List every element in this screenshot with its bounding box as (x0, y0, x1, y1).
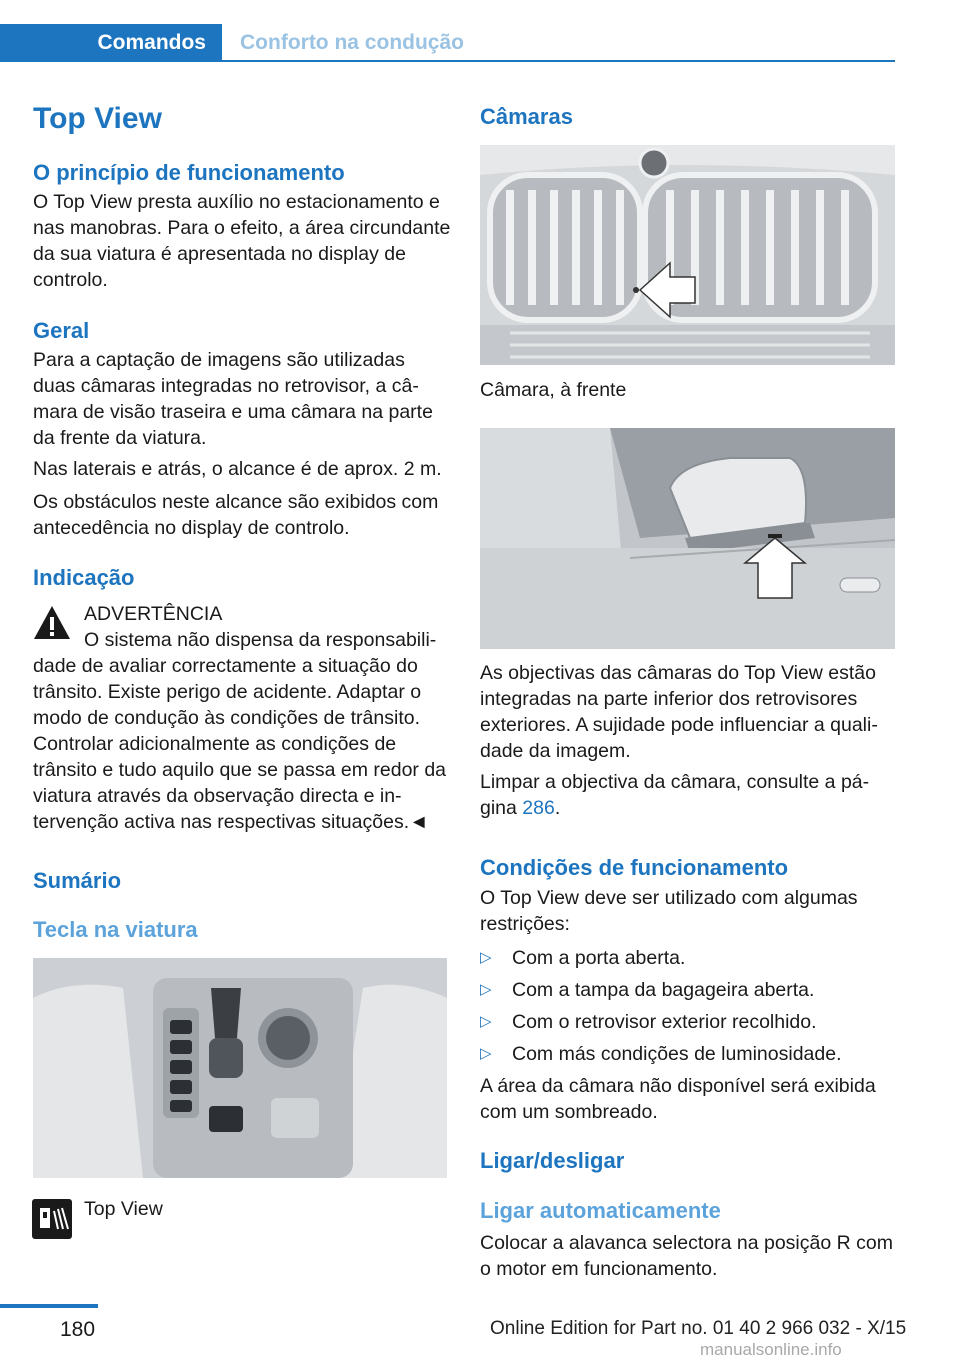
top-view-button-label: Top View (84, 1198, 163, 1220)
shaded-text: A área da câmara não disponível será exibida com um sombreado. (480, 1075, 876, 1123)
page-title: Top View (33, 102, 162, 135)
clean-text-body: Limpar a objectiva da câmara, consulte a página (480, 771, 870, 819)
top-view-button-icon (32, 1199, 72, 1239)
conditions-heading: Condições de funcionamento (480, 855, 789, 880)
front-camera-caption: Câmara, à frente (480, 379, 627, 401)
principle-heading: O princípio de funcionamento (33, 160, 345, 185)
principle-text: O Top View presta auxílio no estacionamento e nas manobras. Para o efeito, a área circundante da sua viatura é apresentada no display de controlo. (33, 191, 451, 291)
mirror-text: As objectivas das câmaras do Top View estão integradas na parte inferior dos retrovisores exteriores. A sujidade pode influenciar a qualidade da imagem. (480, 662, 878, 762)
bullet-triangle-icon: ▷ (480, 1045, 492, 1062)
clean-text (480, 769, 895, 821)
indication-heading: Indicação (33, 565, 135, 590)
header-tabs (0, 24, 895, 62)
button-heading: Tecla na viatura (33, 917, 198, 942)
summary-heading: Sumário (33, 868, 122, 893)
general-text-1: Para a captação de imagens são utilizadas duas câmaras integradas no retrovisor, a câmara de visão traseira e uma câmara na parte da frente da viatura. (33, 349, 433, 449)
tab-comandos[interactable]: Comandos (0, 24, 222, 62)
console-figure (33, 958, 447, 1178)
online-edition: Online Edition for Part no. 01 40 2 966 032 - X/15 (490, 1318, 907, 1339)
front-grille-illustration (480, 145, 895, 365)
general-heading: Geral (33, 318, 90, 343)
warning-label: ADVERTÊNCIA (84, 603, 223, 625)
front-camera-figure (480, 145, 895, 365)
page-link-286[interactable]: 286 (522, 797, 555, 819)
general-text-3: Os obstáculos neste alcance são exibidos com antecedência no display de controlo. (33, 491, 439, 539)
bullet-triangle-icon: ▷ (480, 1013, 492, 1030)
footer-rule (0, 1304, 98, 1308)
auto-heading: Ligar automaticamente (480, 1198, 721, 1223)
bullet-triangle-icon: ▷ (480, 981, 492, 998)
watermark: manualsonline.info (700, 1340, 842, 1359)
conditions-text: O Top View deve ser utilizado com algumas restrições: (480, 887, 858, 935)
side-mirror-illustration (480, 428, 895, 649)
warning-text: O sistema não dispensa da responsabilidade de avaliar correctamente a situação do trânsito. Existe perigo de acidente. Adaptar o modo de condução às condições de trânsito. Controlar adicionalmente as condições de trânsito e tudo aquilo que se passa em redor da viatura através da observação directa e intervenção activa nas respectivas situações.◄ (33, 629, 447, 833)
page-number: 180 (60, 1318, 96, 1341)
clean-text-end: . (554, 797, 561, 819)
tab-conforto[interactable]: Conforto na condução (240, 31, 464, 54)
header-rule (222, 60, 895, 62)
console-illustration (33, 958, 447, 1178)
mirror-camera-figure (480, 428, 895, 649)
cameras-heading: Câmaras (480, 104, 573, 129)
auto-text: Colocar a alavanca selectora na posição R com o motor em funcionamento. (480, 1232, 893, 1280)
onoff-heading: Ligar/desligar (480, 1148, 625, 1173)
bullet-triangle-icon: ▷ (480, 949, 492, 966)
general-text-2: Nas laterais e atrás, o alcance é de aprox. 2 m. (33, 458, 442, 480)
